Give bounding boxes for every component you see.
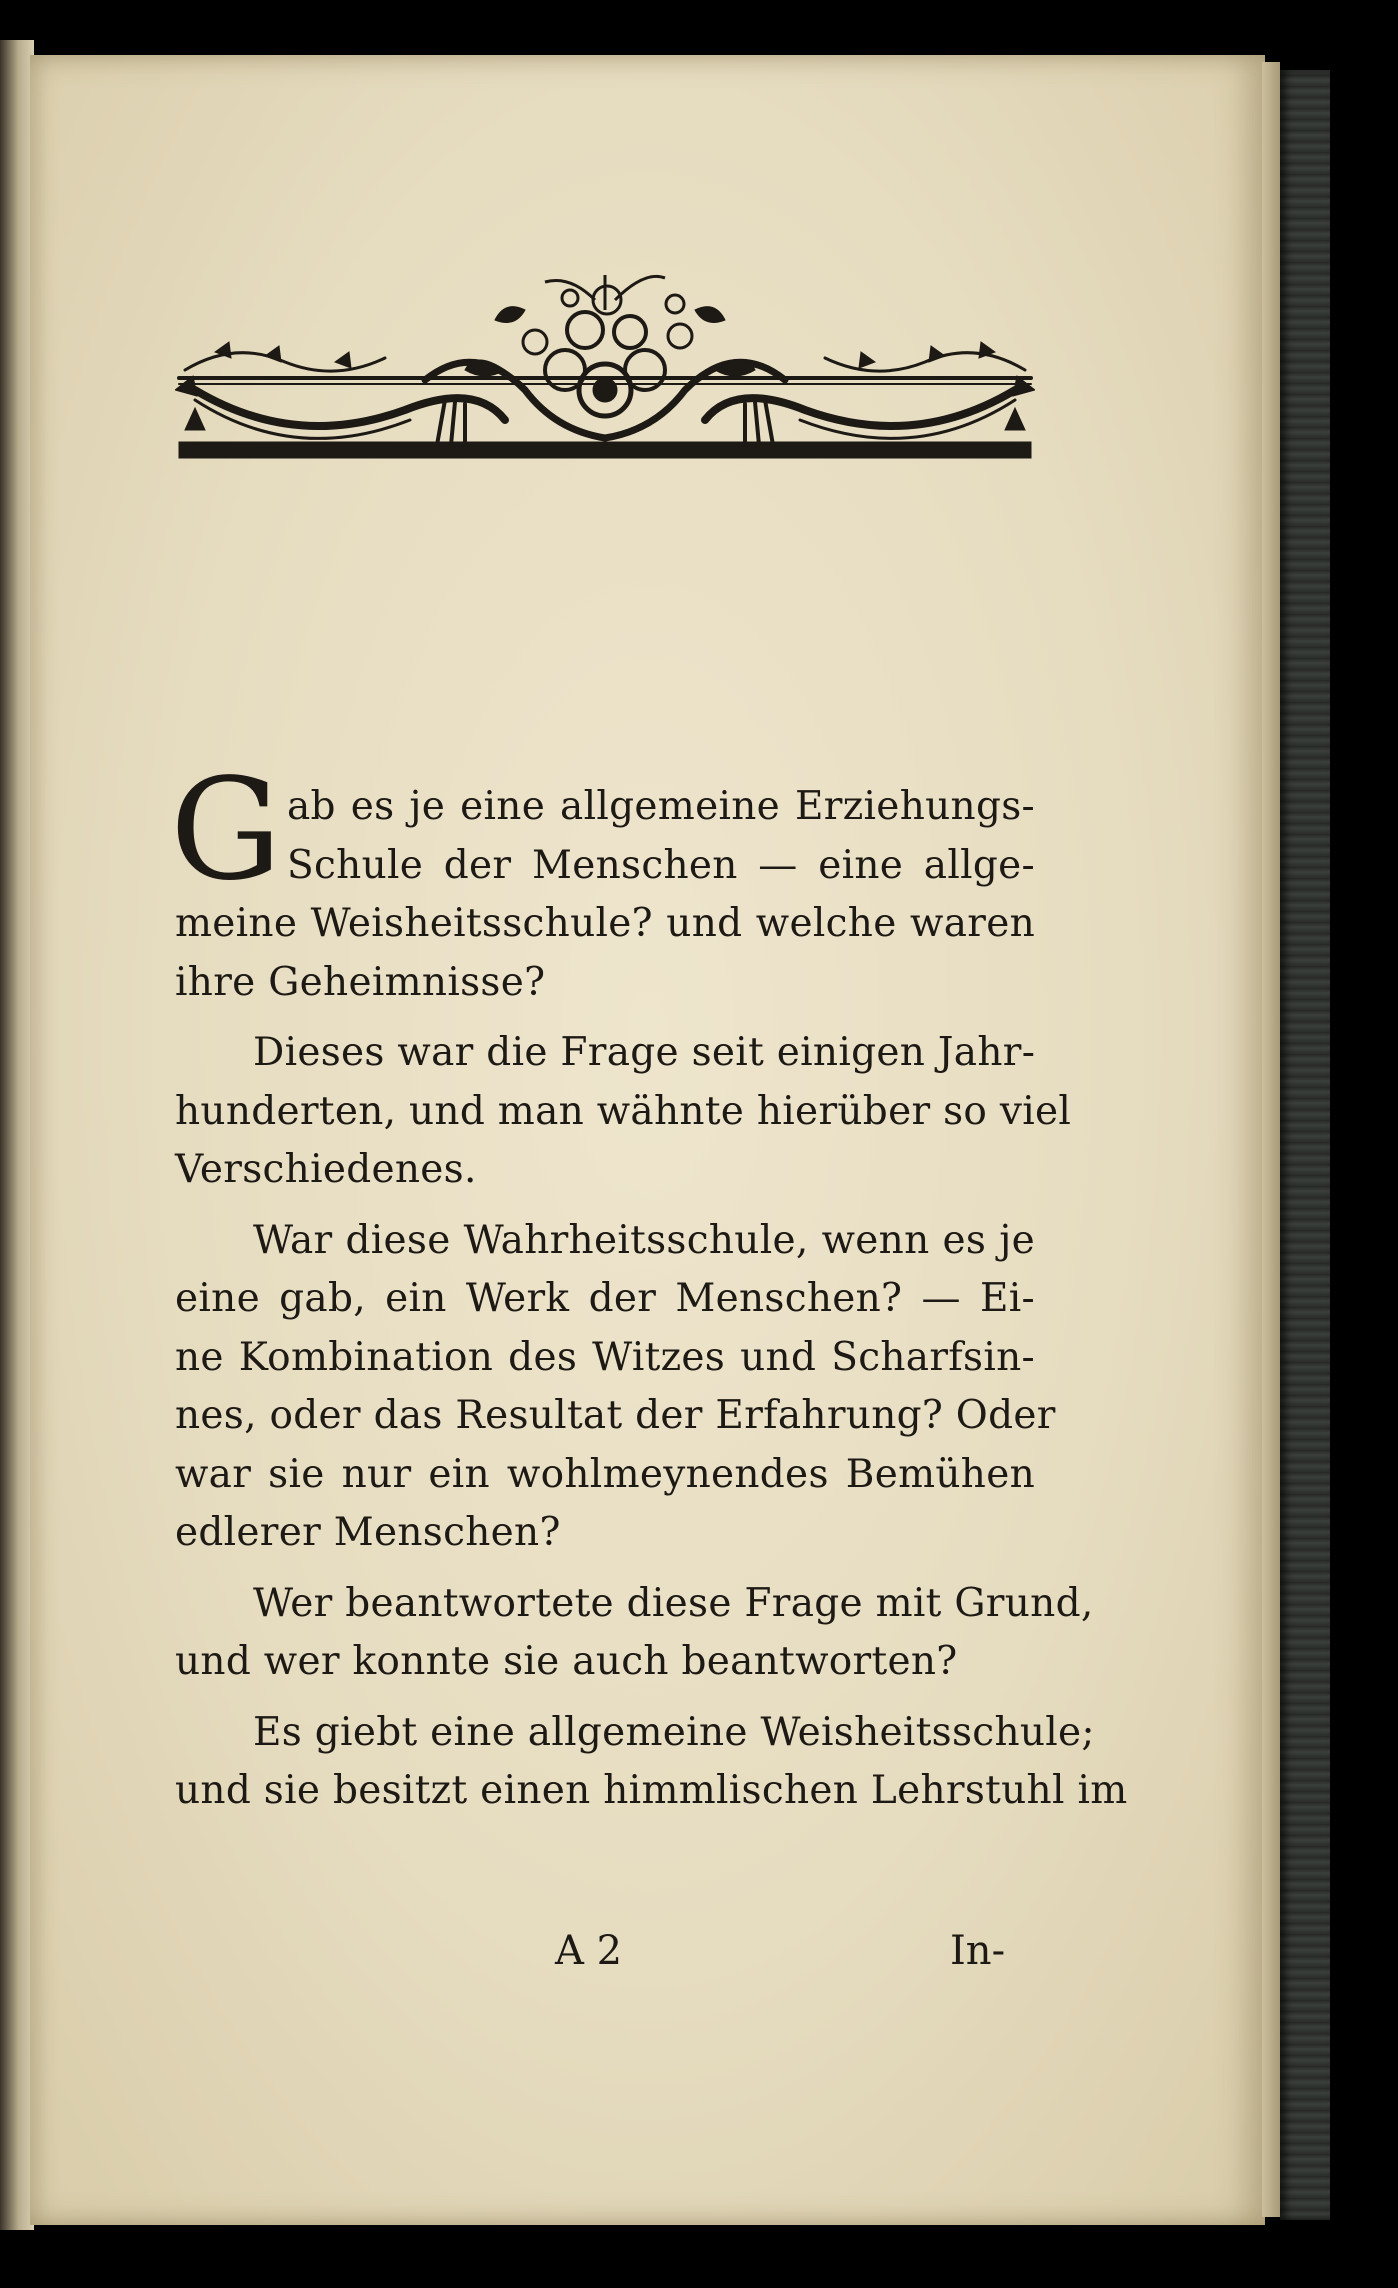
text-line: meine Weisheitsschule? und welche waren bbox=[175, 901, 1035, 946]
text-line: War diese Wahrheitsschule, wenn es je bbox=[253, 1217, 1035, 1263]
body-text bbox=[175, 778, 1128, 1833]
text-line: edlerer Menschen? bbox=[175, 1510, 561, 1555]
text-line: Schule der Menschen — eine allge- bbox=[287, 842, 1035, 888]
text-line: ne Kombination des Witzes und Scharfsin- bbox=[175, 1334, 1035, 1380]
text-line: hunderten, und man wähnte hierüber so viel bbox=[175, 1088, 1072, 1134]
text-line: Es giebt eine allgemeine Weisheitsschule; bbox=[253, 1709, 1095, 1755]
paragraph-1 bbox=[175, 778, 1035, 1012]
book-spine-left bbox=[0, 40, 34, 2230]
text-line: eine gab, ein Werk der Menschen? — Ei- bbox=[175, 1276, 1035, 1321]
text-line: ab es je eine allgemeine Erziehungs- bbox=[287, 784, 1035, 829]
text-line: ihre Geheimnisse? bbox=[175, 959, 546, 1005]
text-line: war sie nur ein wohlmeynendes Bemühen bbox=[175, 1451, 1035, 1497]
text-line: Dieses war die Frage seit einigen Jahr- bbox=[253, 1030, 1036, 1075]
signature-mark: A 2 bbox=[555, 1928, 623, 1974]
paragraph-4 bbox=[175, 1575, 1094, 1692]
book-cover-board bbox=[1280, 70, 1330, 2220]
text-line: und wer konnte sie auch beantworten? bbox=[175, 1639, 958, 1684]
catchword: In- bbox=[950, 1928, 1006, 1974]
page-edge bbox=[1262, 62, 1280, 2217]
text-line: und sie besitzt einen himmlischen Lehrstuhl im bbox=[175, 1768, 1128, 1813]
drop-cap: G bbox=[170, 749, 282, 912]
paragraph-5 bbox=[175, 1704, 1128, 1821]
floral-headpiece-ornament bbox=[175, 270, 1035, 500]
paragraph-2 bbox=[175, 1024, 1072, 1200]
text-line: Verschiedenes. bbox=[175, 1147, 477, 1192]
text-line: nes, oder das Resultat der Erfahrung? Oder bbox=[175, 1393, 1056, 1438]
paragraph-3 bbox=[175, 1212, 1056, 1563]
text-line: Wer beantwortete diese Frage mit Grund, bbox=[253, 1580, 1094, 1626]
